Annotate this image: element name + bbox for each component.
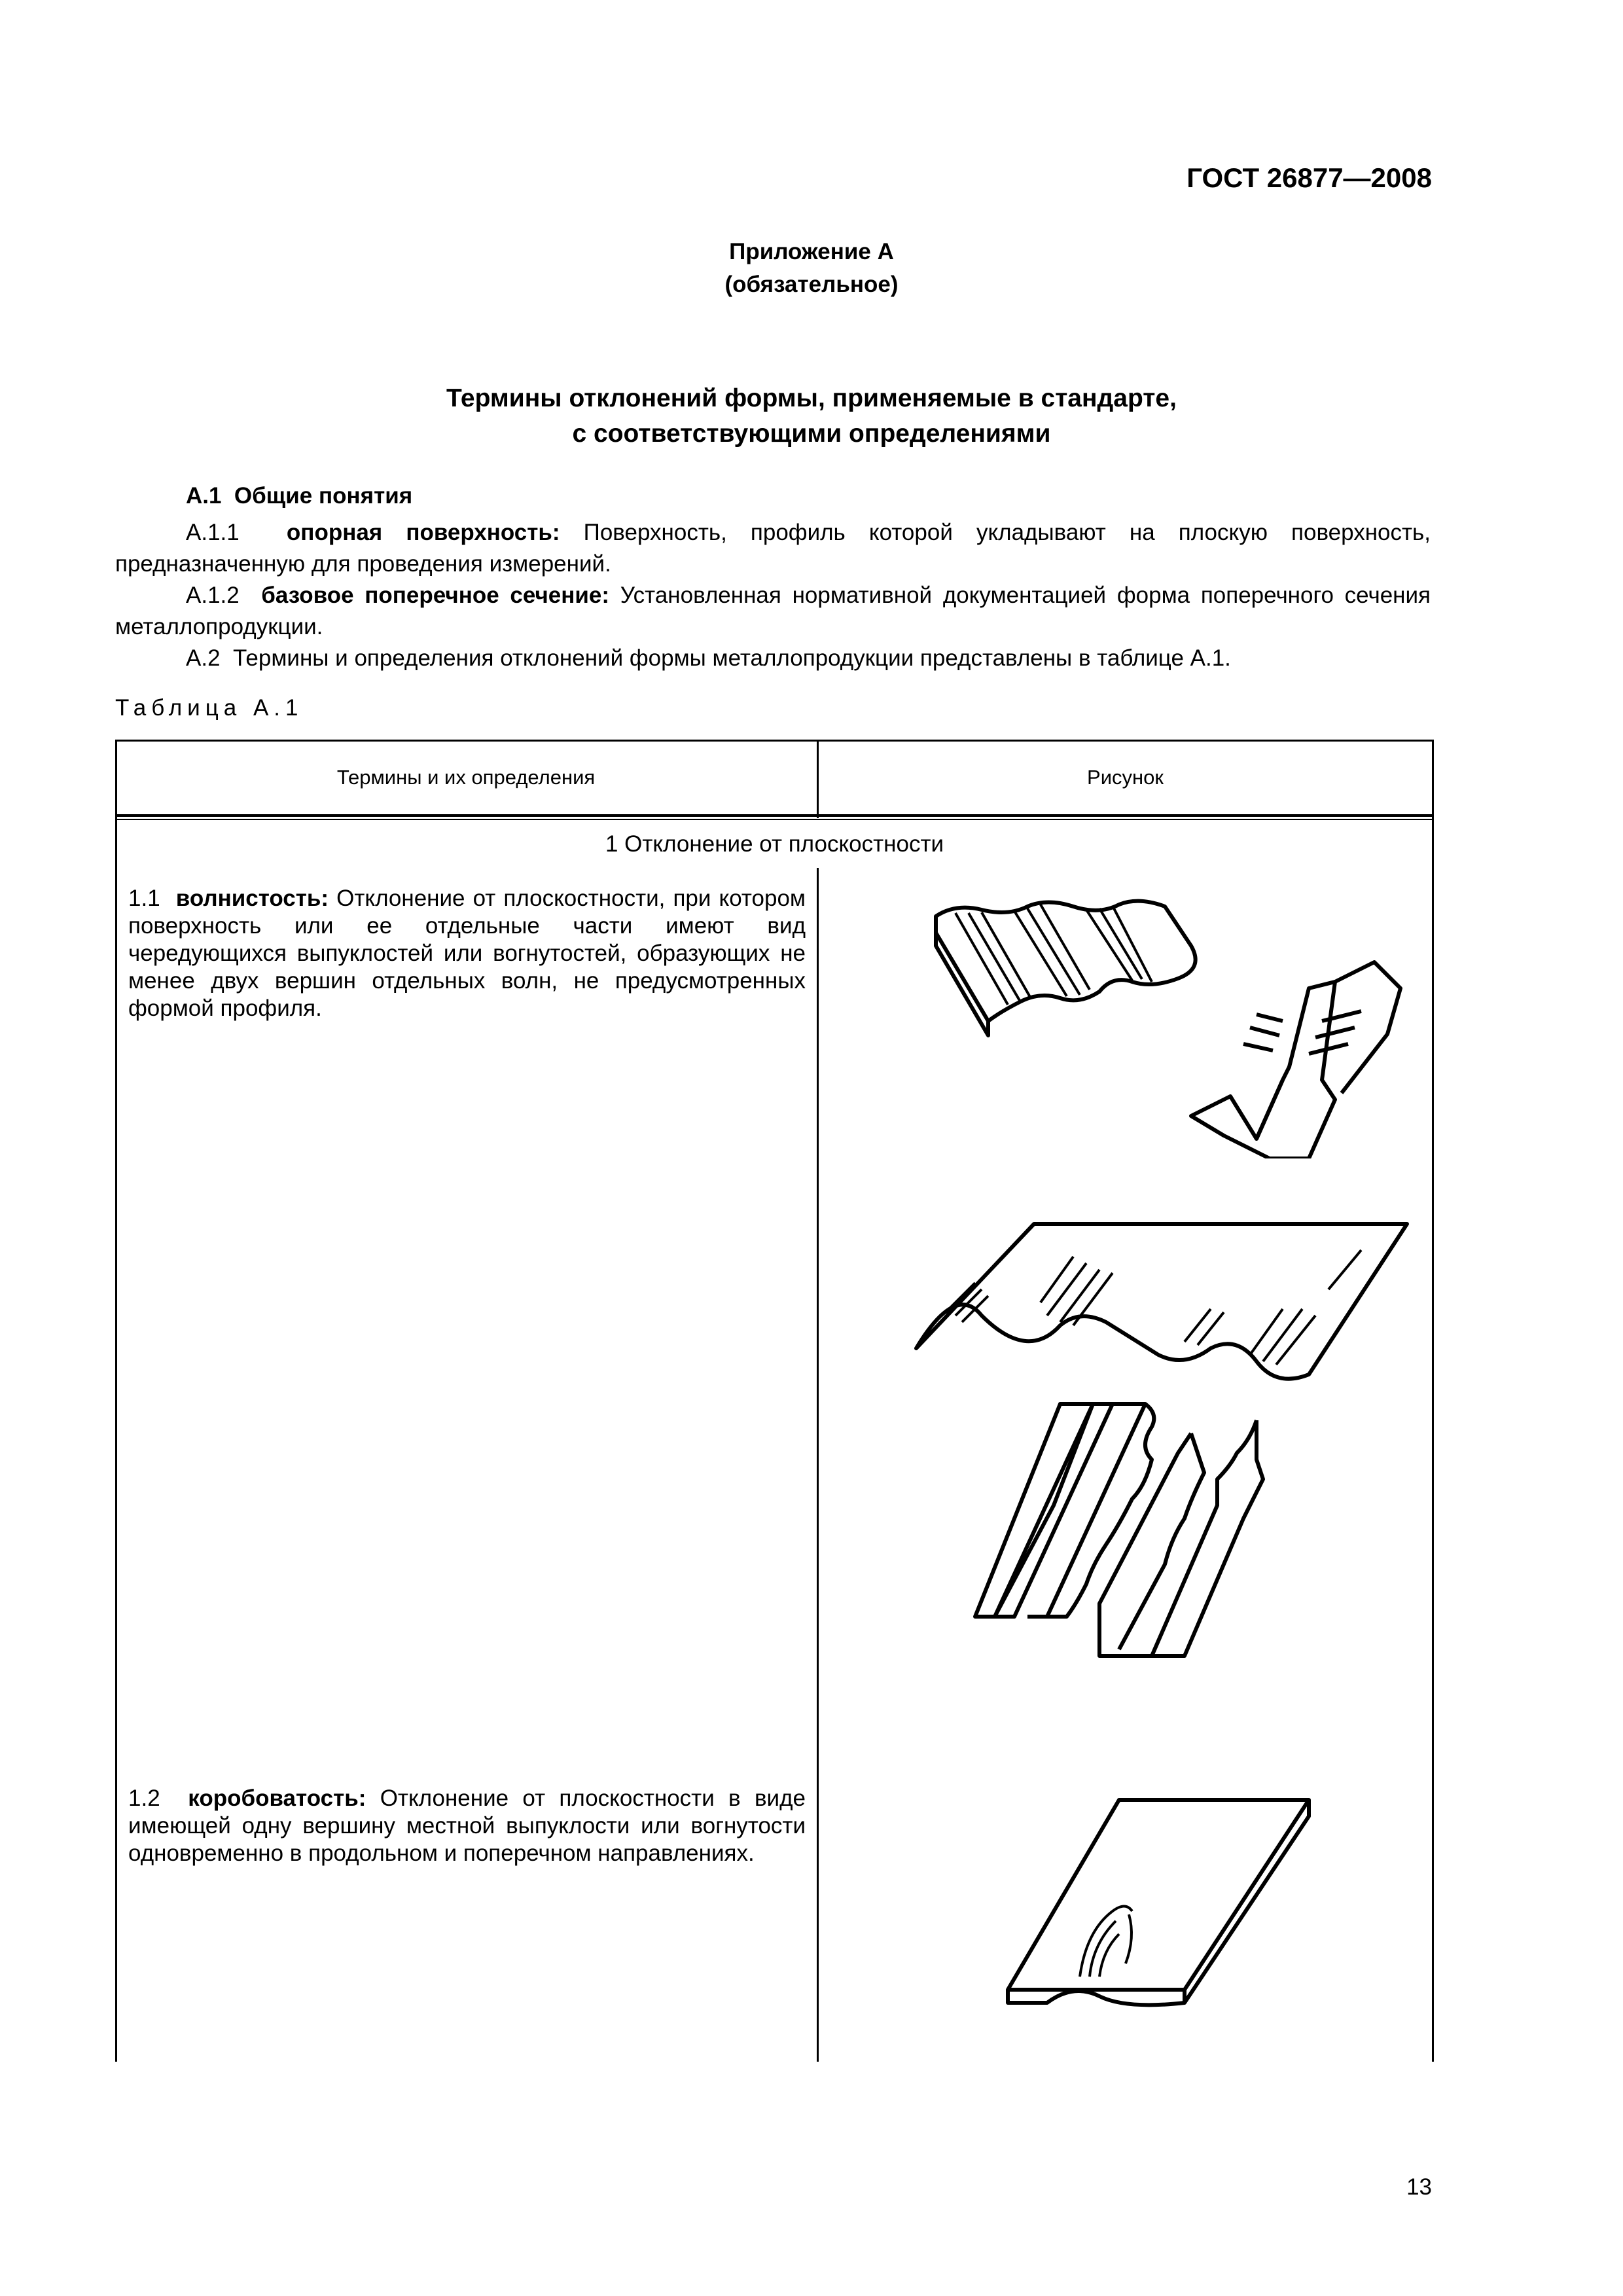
- row-number: 1.2: [128, 1785, 160, 1811]
- row-definition: Отклонение от плоскостности, при котором поверхность или ее отдельные части имеют вид чередующихся выпуклостей или вогнутостей, образующих не менее двух вершин отдельных волн, не предусмотренных формой профиля.: [128, 886, 806, 1021]
- section-a1-heading: [115, 480, 1431, 512]
- definition: Поверхность, профиль которой укладывают на плоскую поверхность, предназначенную для проведения измерений.: [115, 520, 1431, 577]
- table-top-border: [115, 740, 1434, 742]
- table-right-border: [1432, 740, 1434, 2062]
- header-figure: Рисунок: [1087, 766, 1164, 789]
- table-row-buckling: [128, 1785, 806, 1867]
- header-double-line-1: [115, 814, 1434, 817]
- paragraph-text: Термины и определения отклонений формы металлопродукции представлены в таблице А.1.: [233, 645, 1231, 671]
- paragraph-number: А.2: [186, 645, 221, 671]
- row-term: коробоватость:: [188, 1785, 366, 1811]
- row-number: 1.1: [128, 886, 160, 911]
- title-line-1: Термины отклонений формы, применяемые в стандарте,: [446, 384, 1177, 412]
- paragraph-a2: [115, 643, 1431, 674]
- paragraph-a1-2: [115, 580, 1431, 643]
- definition: Установленная нормативной документацией форма поперечного сечения металлопродукции.: [115, 583, 1431, 639]
- table-caption: Таблица А.1: [115, 695, 304, 721]
- annex-title: Приложение А: [729, 239, 894, 264]
- term: опорная поверхность:: [286, 520, 560, 545]
- waviness-profile-figure: [955, 1394, 1348, 1669]
- section-a1-title: Общие понятия: [234, 483, 413, 509]
- table-row-waviness: [128, 885, 806, 1022]
- title-line-2: с соответствующими определениями: [572, 420, 1051, 448]
- waviness-sheet-channel-figure: [916, 884, 1414, 1158]
- paragraph-number: А.1.1: [186, 520, 240, 545]
- table-left-border: [115, 740, 117, 2062]
- header-double-line-2: [115, 819, 1434, 820]
- row-term: волнистость:: [175, 886, 329, 911]
- row-definition: Отклонение от плоскостности в виде имеющей одну вершину местной выпуклости или вогнутости одновременно в продольном и поперечном направлениях.: [128, 1785, 806, 1866]
- paragraph-number: А.1.2: [186, 583, 240, 608]
- paragraph-a1-1: [115, 517, 1431, 580]
- term: базовое поперечное сечение:: [261, 583, 610, 608]
- header-terms: Термины и их определения: [336, 766, 596, 789]
- annex-status: (обязательное): [724, 272, 899, 297]
- buckling-plate-figure: [995, 1787, 1335, 2022]
- annex-heading: [0, 236, 1623, 301]
- page-number: 13: [1406, 2174, 1432, 2200]
- waviness-sheet-figure: [910, 1211, 1420, 1388]
- body-column-divider: [817, 868, 819, 2062]
- section-a1-number: А.1: [186, 483, 222, 509]
- document-title: [0, 381, 1623, 452]
- standard-code: ГОСТ 26877—2008: [1186, 162, 1432, 193]
- section-row-flatness: 1 Отклонение от плоскостности: [605, 831, 944, 857]
